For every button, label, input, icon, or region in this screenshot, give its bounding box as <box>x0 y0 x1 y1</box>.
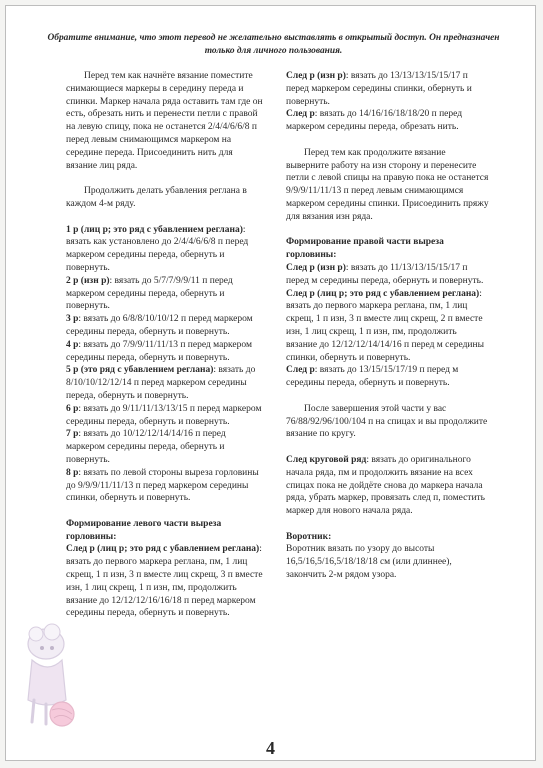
row-text: : вязать до 7/9/9/11/11/13 п перед маркером середины переда, обернуть и повернуть. <box>66 339 252 363</box>
row-text: : вязать до 10/12/12/14/14/16 п перед маркером середины переда, обернуть и повернуть. <box>66 429 226 465</box>
right-neckline-heading: Формирование правой части выреза горловины: <box>286 237 444 261</box>
row-label: 7 р <box>66 429 79 440</box>
row-label: След р (лиц р; это ряд с убавлением реглана) <box>286 288 480 299</box>
row-label: След р <box>286 109 315 120</box>
row-instruction <box>66 403 264 429</box>
sheep-yarn-logo-icon <box>18 614 82 732</box>
after-paragraph: После завершения этой части у вас 76/88/92/96/100/104 п на спицах и вы продолжите вязание по кругу. <box>286 403 488 440</box>
row-label: След р <box>286 365 315 376</box>
row-label: 3 р <box>66 314 79 325</box>
row-instruction <box>66 275 264 313</box>
row-label: 6 р <box>66 403 79 414</box>
row-text: : вязать до 9/11/11/13/13/15 п перед маркером середины переда, обернуть и повернуть. <box>66 403 262 427</box>
right-column <box>286 70 490 595</box>
row-instruction <box>286 70 490 108</box>
row-instruction <box>66 339 264 365</box>
row-text: : вязать по левой стороны выреза горловины до 9/9/9/11/11/13 п перед маркером середины спинки, обернуть и повернуть. <box>66 467 259 504</box>
row-text: : вязать до 11/13/13/15/15/17 п перед м середины переда, обернуть и повернуть. <box>286 262 484 286</box>
row-text: : вязать до первого маркера реглана, пм, 1 лиц скрещ, 1 п изн, 3 п вместе лиц скрещ, 2 п вместе изн, 1 лиц скрещ, 1 п изн, пм, продолжить вязание до 12/12/12/14/14/16 п перед м середины спинки, обернуть и повернуть. <box>286 288 484 363</box>
continue-paragraph: Продолжить делать убавления реглана в каждом 4-м ряду. <box>66 186 247 209</box>
copyright-notice: Обратите внимание, что этот перевод не желательно выставлять в открытый доступ. Он предназначен только для личного пользования. <box>47 33 500 56</box>
row-text: : вязать до оригинального начала ряда, пм и продолжить вязание на всех спицах пока не дойдёте снова до маркера начала ряда, убрать маркер, провязать след п, поместить маркер для нового начала ряда. <box>286 454 486 517</box>
row-label: След р (изн р) <box>286 262 346 273</box>
collar-heading: Воротник: <box>286 531 332 542</box>
left-neckline-row <box>66 543 264 620</box>
left-column <box>66 70 264 633</box>
row-instruction <box>286 262 490 288</box>
row-instruction <box>286 288 490 365</box>
collar-paragraph: Воротник вязать по узору до высоты 16,5/16,5/16,5/18/18/18 см (или длиннее), закончить 2-м рядом узора. <box>286 544 452 581</box>
row-instruction <box>66 467 264 505</box>
row-label: 2 р (изн р) <box>66 275 110 286</box>
row-text: : вязать до 14/16/16/18/18/20 п перед маркером середины переда, обрезать нить. <box>286 109 463 133</box>
row-label: След р (лиц р; это ряд с убавлением реглана) <box>66 544 260 555</box>
row-instruction <box>66 364 264 402</box>
row-instruction <box>286 108 490 134</box>
row-label: 4 р <box>66 339 79 350</box>
row-text: : вязать до 8/10/10/12/12/14 п перед маркером середины переда, обернуть и повернуть. <box>66 365 256 401</box>
row-text: : вязать до 13/15/15/17/19 п перед м середины переда, обернуть и повернуть. <box>286 365 459 389</box>
row-text: : вязать до 13/13/13/15/15/17 п перед маркером середины спинки, обернуть и повернуть. <box>286 71 472 107</box>
row-instruction <box>66 428 264 466</box>
intro-paragraph: Перед тем как начнёте вязание поместите снимающиеся маркеры в середину переда и спинки. Маркер начала ряда оставить там где он есть, обрезать нить и перенести петли с правой на левую спицу, пока не останется 2/4/4/6/6/8 п перед левым снимающимся маркером на середине переда. Присоединить нить для вязание лиц ряда. <box>66 71 263 171</box>
row-instruction <box>286 364 490 390</box>
row-text: : вязать как установлено до 2/4/4/6/6/8 п перед маркером середины переда, обернуть и повернуть. <box>66 224 249 273</box>
row-label: 8 р <box>66 467 79 478</box>
circular-row <box>286 454 490 518</box>
page-number: 4 <box>266 738 275 758</box>
row-text: : вязать до 6/8/8/10/10/12 п перед маркером середины переда, обернуть и повернуть. <box>66 314 253 337</box>
row-text: : вязать до первого маркера реглана, пм, 1 лиц скрещ, 1 п изн, 3 п вместе лиц скрещ, 3 п вместе изн, 1 лиц скрещ, 1 п изн, пм, продолжить вязание до 12/12/12/16/16/18 п перед маркером середины переда, обернуть и повернуть. <box>66 544 263 619</box>
row-label: След круговой ряд <box>286 454 367 465</box>
document-page <box>5 5 536 761</box>
before-continue-paragraph: Перед тем как продолжите вязание выверните работу на изн сторону и перенесите петли с левой спицы на правую пока не останется 9/9/9/11/11/13 п перед левым снимающимся маркером середины спинки. Присоединить пряжу для вязания изн ряда. <box>286 147 489 222</box>
row-instruction <box>66 313 264 339</box>
row-instruction <box>66 224 264 275</box>
row-label: 1 р (лиц р; это ряд с убавлением реглана) <box>66 224 243 235</box>
row-label: След р (изн р) <box>286 71 346 81</box>
left-neckline-heading: Формирование левого части выреза горловины: <box>66 518 222 542</box>
row-text: : вязать до 5/7/7/9/9/11 п перед маркером середины переда, обернуть и повернуть. <box>66 275 233 312</box>
row-label: 5 р (это ряд с убавлением реглана) <box>66 365 214 376</box>
